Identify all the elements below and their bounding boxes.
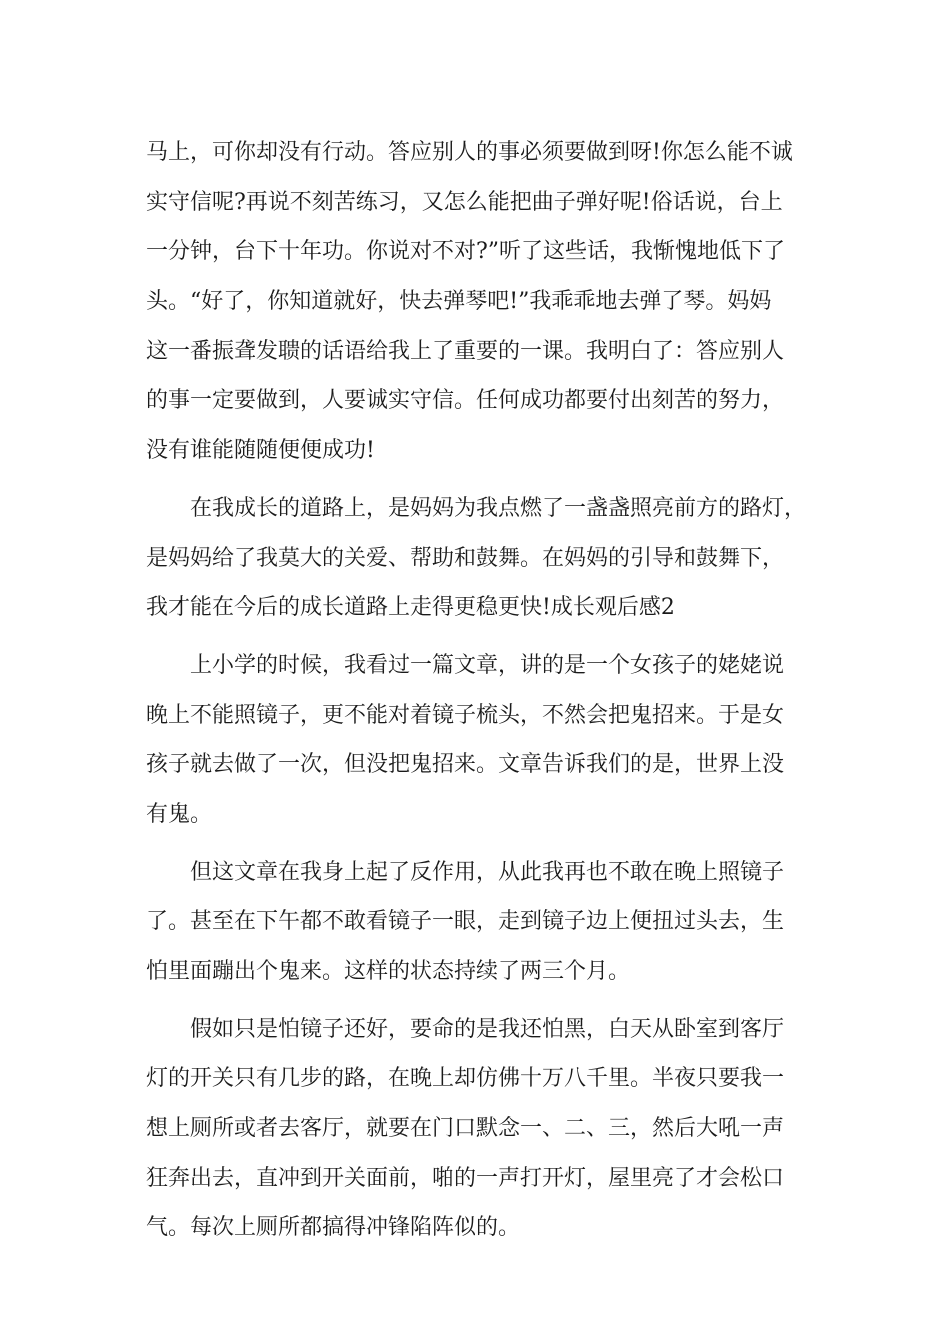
text-line: 一分钟，台下十年功。你说对不对?”听了这些话，我惭愧地低下了	[146, 239, 786, 265]
paragraph-gap	[146, 840, 826, 848]
paragraph-gap	[146, 476, 826, 484]
text-line: 气。每次上厕所都搞得冲锋陷阵似的。	[146, 1215, 521, 1241]
text-line: 上小学的时候，我看过一篇文章，讲的是一个女孩子的姥姥说	[146, 652, 785, 678]
text-line: 孩子就去做了一次，但没把鬼招来。文章告诉我们的是，世界上没	[146, 752, 785, 778]
text-line: 晚上不能照镜子，更不能对着镜子梳头，不然会把鬼招来。于是女	[146, 702, 785, 728]
paragraph-2	[146, 484, 826, 633]
text-line: 没有谁能随随便便成功!	[146, 438, 375, 464]
text-line: 我才能在今后的成长道路上走得更稳更快!成长观后感2	[146, 595, 675, 621]
text-line: 假如只是怕镜子还好，要命的是我还怕黑，白天从卧室到客厅	[146, 1016, 785, 1042]
text-line: 的事一定要做到，人要诚实守信。任何成功都要付出刻苦的努力，	[146, 388, 785, 414]
text-line: 怕里面蹦出个鬼来。这样的状态持续了两三个月。	[146, 959, 631, 984]
paragraph-1	[146, 128, 826, 476]
text-line: 是妈妈给了我莫大的关爱、帮助和鼓舞。在妈妈的引导和鼓舞下，	[146, 545, 785, 571]
text-line: 在我成长的道路上，是妈妈为我点燃了一盏盏照亮前方的路灯，	[146, 495, 807, 521]
text-line: 实守信呢?再说不刻苦练习，又怎么能把曲子弹好呢!俗话说，台上	[146, 189, 783, 215]
text-line: 有鬼。	[146, 801, 213, 827]
text-line: 但这文章在我身上起了反作用，从此我再也不敢在晚上照镜子	[146, 859, 785, 885]
text-line: 这一番振聋发聩的话语给我上了重要的一课。我明白了：答应别人	[146, 338, 785, 364]
paragraph-5	[146, 1005, 826, 1253]
paragraph-gap	[146, 633, 826, 641]
text-line: 头。“好了，你知道就好，快去弹琴吧!”我乖乖地去弹了琴。妈妈	[146, 289, 772, 315]
paragraph-3	[146, 641, 826, 840]
text-line: 了。甚至在下午都不敢看镜子一眼，走到镜子边上便扭过头去，生	[146, 909, 785, 935]
text-line: 想上厕所或者去客厅，就要在门口默念一、二、三，然后大吼一声	[146, 1116, 785, 1142]
paragraph-gap	[146, 997, 826, 1005]
text-line: 狂奔出去，直冲到开关面前，啪的一声打开灯，屋里亮了才会松口	[146, 1165, 785, 1191]
paragraph-4	[146, 848, 826, 997]
text-line: 马上，可你却没有行动。答应别人的事必须要做到呀!你怎么能不诚	[146, 140, 793, 165]
document-body	[146, 128, 826, 1253]
text-line: 灯的开关只有几步的路，在晚上却仿佛十万八千里。半夜只要我一	[146, 1066, 785, 1092]
